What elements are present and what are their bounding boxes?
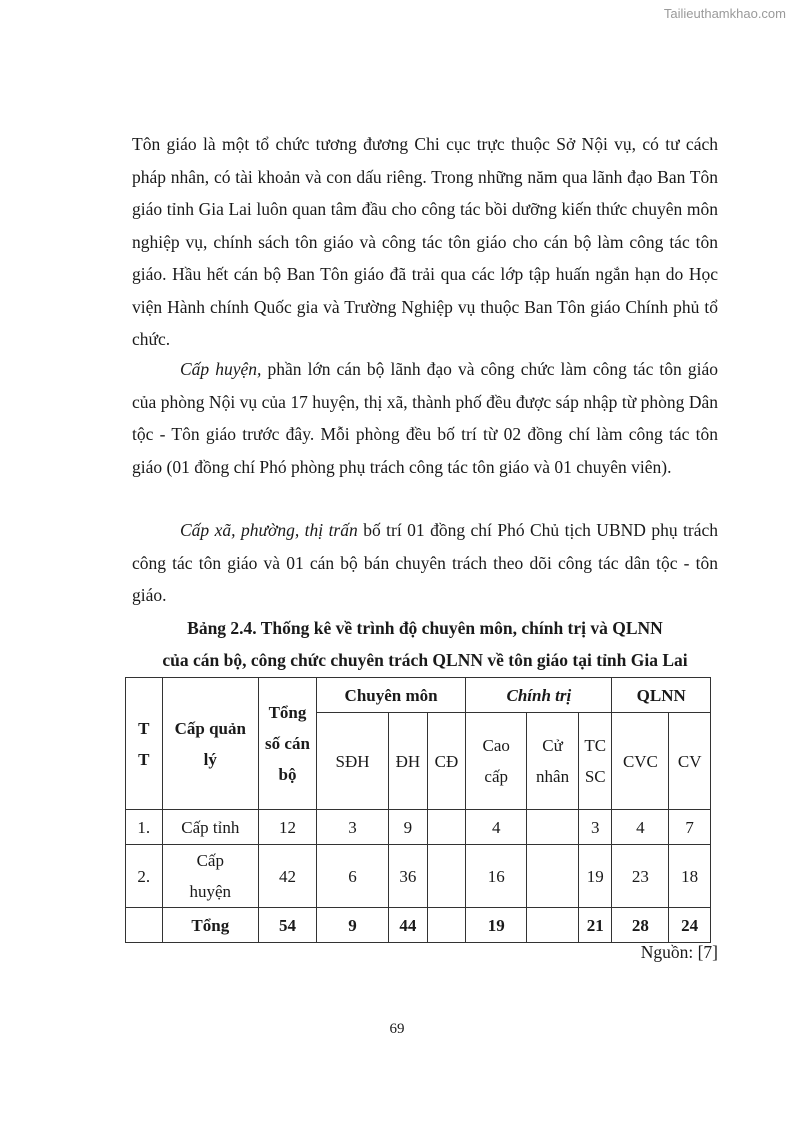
cell-cvc: 23 (612, 845, 669, 908)
header-sdh: SĐH (316, 713, 388, 810)
cell-cd (427, 845, 466, 908)
paragraph-3 (132, 514, 718, 612)
paragraph-3-body: bố trí 01 đồng chí Phó Chủ tịch UBND phụ trách công tác tôn giáo và 01 cán bộ bán chuyên trách theo dõi công tác dân tộc - tôn giáo. (132, 520, 718, 605)
cell-sdh: 6 (316, 845, 388, 908)
header-tc-sc: TC SC (578, 713, 612, 810)
header-chinh-tri: Chính trị (466, 678, 612, 713)
cell-cao-cap: 4 (466, 810, 527, 845)
cell-cv: 24 (669, 908, 711, 943)
cell-tong: 42 (259, 845, 317, 908)
cell-cvc: 28 (612, 908, 669, 943)
header-cv: CV (669, 713, 711, 810)
table-total-row (126, 908, 711, 943)
cell-cu-nhan (527, 908, 579, 943)
table-caption-line-1: Bảng 2.4. Thống kê về trình độ chuyên môn, chính trị và QLNN (187, 618, 663, 638)
cell-dh: 36 (389, 845, 428, 908)
header-dh: ĐH (389, 713, 428, 810)
paragraph-2-body: phần lớn cán bộ lãnh đạo và công chức làm công tác tôn giáo của phòng Nội vụ của 17 huyện, thị xã, thành phố đều được sáp nhập từ phòng Dân tộc - Tôn giáo trước đây. Mỗi phòng đều bố trí từ 02 đồng chí làm công tác tôn giáo (01 đồng chí Phó phòng phụ trách công tác tôn giáo và 01 chuyên viên). (132, 359, 718, 477)
cell-tc-sc: 3 (578, 810, 612, 845)
cell-tc-sc: 19 (578, 845, 612, 908)
paragraph-2-lead: Cấp huyện, (180, 359, 262, 379)
cell-name: Tổng (162, 908, 258, 943)
cell-cv: 7 (669, 810, 711, 845)
cell-name: Cấp tỉnh (162, 810, 258, 845)
header-tt: T T (126, 678, 163, 810)
header-chuyen-mon: Chuyên môn (316, 678, 465, 713)
cell-dh: 44 (389, 908, 428, 943)
header-tong-so: Tổng số cán bộ (259, 678, 317, 810)
header-qlnn: QLNN (612, 678, 711, 713)
header-cvc: CVC (612, 713, 669, 810)
table-source: Nguồn: [7] (640, 942, 718, 962)
header-cu-nhan: Cử nhân (527, 713, 579, 810)
cell-cd (427, 908, 466, 943)
cell-tong: 54 (259, 908, 317, 943)
header-cao-cap: Cao cấp (466, 713, 527, 810)
watermark: Tailieuthamkhao.com (663, 6, 786, 21)
cell-sdh: 3 (316, 810, 388, 845)
cell-tt: 2. (126, 845, 163, 908)
cell-sdh: 9 (316, 908, 388, 943)
paragraph-3-lead: Cấp xã, phường, thị trấn (180, 520, 358, 540)
cell-cu-nhan (527, 845, 579, 908)
cell-cu-nhan (527, 810, 579, 845)
header-cap-quan-ly: Cấp quản lý (162, 678, 258, 810)
header-cd: CĐ (427, 713, 466, 810)
cell-cao-cap: 16 (466, 845, 527, 908)
cell-tong: 12 (259, 810, 317, 845)
cell-cd (427, 810, 466, 845)
paragraph-2 (132, 353, 718, 483)
table-row (126, 845, 711, 908)
cell-tt: 1. (126, 810, 163, 845)
cell-cao-cap: 19 (466, 908, 527, 943)
cell-cvc: 4 (612, 810, 669, 845)
paragraph-1: Tôn giáo là một tổ chức tương đương Chi cục trực thuộc Sở Nội vụ, có tư cách pháp nhân, có tài khoản và con dấu riêng. Trong những năm qua lãnh đạo Ban Tôn giáo tỉnh Gia Lai luôn quan tâm đầu cho công tác bồi dưỡng kiến thức chuyên môn nghiệp vụ, chính sách tôn giáo và công tác tôn giáo cho cán bộ làm công tác tôn giáo. Hầu hết cán bộ Ban Tôn giáo đã trải qua các lớp tập huấn ngắn hạn do Học viện Hành chính Quốc gia và Trường Nghiệp vụ thuộc Ban Tôn giáo Chính phủ tổ chức. (132, 134, 718, 349)
cell-tc-sc: 21 (578, 908, 612, 943)
table-row (126, 810, 711, 845)
statistics-table (125, 677, 711, 943)
cell-name: Cấp huyện (162, 845, 258, 908)
cell-tt (126, 908, 163, 943)
page-number: 69 (389, 1021, 405, 1037)
cell-dh: 9 (389, 810, 428, 845)
cell-cv: 18 (669, 845, 711, 908)
table-caption-line-2: của cán bộ, công chức chuyên trách QLNN về tôn giáo tại tỉnh Gia Lai (162, 650, 688, 670)
table-header-row-1 (126, 678, 711, 713)
